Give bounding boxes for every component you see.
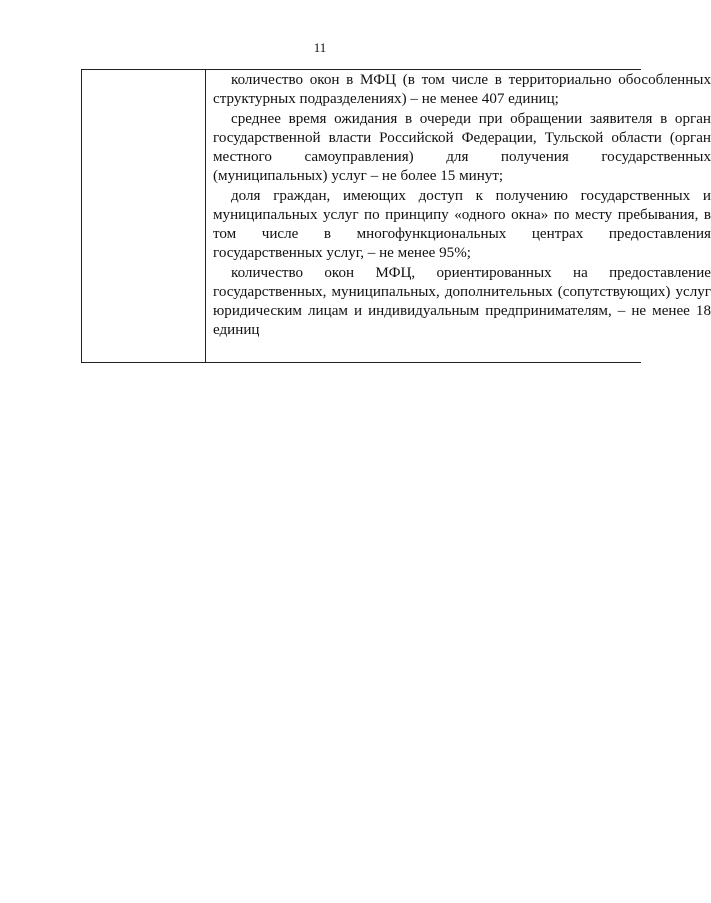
paragraph-one-window-access-share: доля граждан, имеющих доступ к получению государственных и муниципальных услуг по принципу «одного окна» по месту пребывания, в том числе в многофункциональных центрах предоставления государственных услуг, – не менее 95%;	[213, 187, 711, 262]
table-right-cell	[213, 71, 711, 341]
paragraph-queue-waiting-time: среднее время ожидания в очереди при обращении заявителя в орган государственной власти Российской Федерации, Тульской области (орган местного самоуправления) для получения государственных (муниципальных) услуг – не более 15 минут;	[213, 110, 711, 185]
table-left-cell	[82, 70, 206, 362]
paragraph-business-windows-count: количество окон МФЦ, ориентированных на предоставление государственных, муниципальных, дополнительных (сопутствующих) услуг юридическим лицам и индивидуальным предпринимателям, – не менее 18 единиц	[213, 264, 711, 339]
paragraph-mfc-windows-count: количество окон в МФЦ (в том числе в территориально обособленных структурных подразделениях) – не менее 407 единиц;	[213, 72, 711, 108]
page-number: 11	[313, 40, 327, 55]
indicators-table	[81, 69, 711, 363]
